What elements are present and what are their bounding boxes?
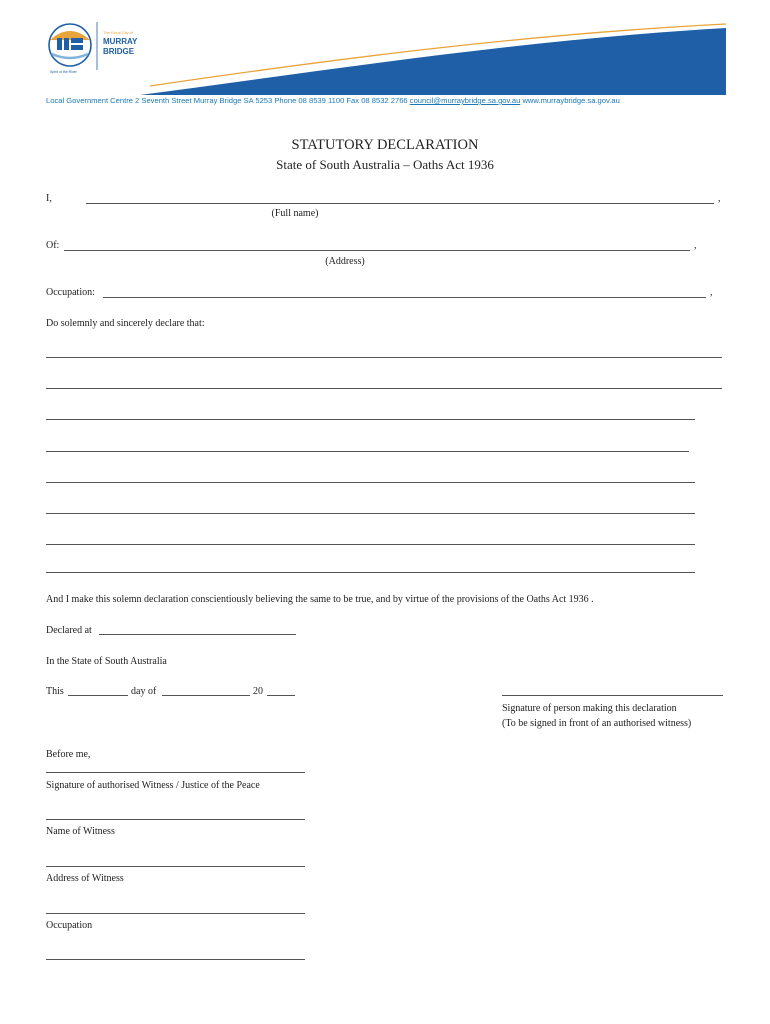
witness-name-caption: Name of Witness	[46, 826, 115, 837]
header-blue-swoosh	[140, 28, 726, 95]
header-banner	[0, 0, 770, 95]
email-link[interactable]: council@murraybridge.sa.gov.au	[409, 96, 521, 105]
day-field[interactable]	[68, 695, 128, 696]
website-link[interactable]: www.murraybridge.sa.gov.au	[520, 96, 620, 105]
declare-text: Do solemnly and sincerely declare that:	[46, 318, 205, 329]
year-prefix-label: 20	[253, 686, 263, 697]
solemn-declaration-text: And I make this solemn declaration conscientiously believing the same to be true, and by virtue of the provisions of the Oaths Act 1936 .	[46, 594, 594, 605]
witness-address-field[interactable]	[46, 866, 305, 867]
this-label: This	[46, 686, 64, 697]
witness-occupation-caption: Occupation	[46, 920, 93, 931]
declaration-line[interactable]	[46, 451, 689, 452]
before-me-label: Before me,	[46, 749, 91, 760]
declaration-line[interactable]	[46, 482, 695, 483]
witness-occupation-line[interactable]	[46, 959, 305, 960]
full-name-field[interactable]	[86, 203, 714, 204]
occupation-label: Occupation:	[46, 287, 95, 298]
contact-address: Local Government Centre 2 Seventh Street Murray Bridge SA 5253 Phone 08 8539 1100 Fax 08 8532 2766	[46, 96, 410, 105]
declaration-line[interactable]	[46, 357, 722, 358]
witness-signature-caption: Signature of authorised Witness / Justice of the Peace	[46, 780, 260, 791]
witness-name-field[interactable]	[46, 819, 305, 820]
contact-line	[46, 96, 620, 105]
full-name-caption: (Full name)	[271, 208, 319, 219]
state-text: In the State of South Australia	[46, 656, 167, 667]
page-subtitle: State of South Australia – Oaths Act 1936	[276, 157, 494, 172]
witness-signature-field[interactable]	[46, 772, 305, 773]
address-field[interactable]	[64, 250, 690, 251]
witness-address-caption: Address of Witness	[46, 873, 124, 884]
declaration-line[interactable]	[46, 388, 722, 389]
occupation-field[interactable]	[103, 297, 706, 298]
i-label: I,	[46, 193, 52, 204]
occupation-comma: ,	[710, 287, 713, 298]
svg-text:MURRAY: MURRAY	[103, 37, 138, 46]
declaration-line[interactable]	[46, 544, 695, 545]
svg-text:Spirit of the River: Spirit of the River	[50, 70, 77, 74]
month-field[interactable]	[162, 695, 250, 696]
witness-occupation-field[interactable]	[46, 913, 305, 914]
page-title: STATUTORY DECLARATION	[291, 137, 479, 153]
declared-at-label: Declared at	[46, 625, 92, 636]
declarant-signature-note: (To be signed in front of an authorised witness)	[502, 718, 692, 729]
declaration-line[interactable]	[46, 572, 695, 573]
declaration-line[interactable]	[46, 513, 695, 514]
address-comma: ,	[694, 240, 697, 251]
svg-text:BRIDGE: BRIDGE	[103, 47, 135, 56]
council-logo	[49, 22, 138, 74]
declarant-signature-caption: Signature of person making this declaration	[502, 703, 677, 714]
full-name-comma: ,	[718, 193, 721, 204]
address-caption: (Address)	[325, 256, 365, 267]
declared-at-field[interactable]	[99, 634, 296, 635]
of-label: Of:	[46, 240, 60, 251]
declaration-line[interactable]	[46, 419, 695, 420]
declarant-signature-field[interactable]	[502, 695, 723, 696]
year-field[interactable]	[267, 695, 295, 696]
svg-text:The Rural City of: The Rural City of	[103, 30, 134, 35]
day-of-label: day of	[131, 686, 157, 697]
